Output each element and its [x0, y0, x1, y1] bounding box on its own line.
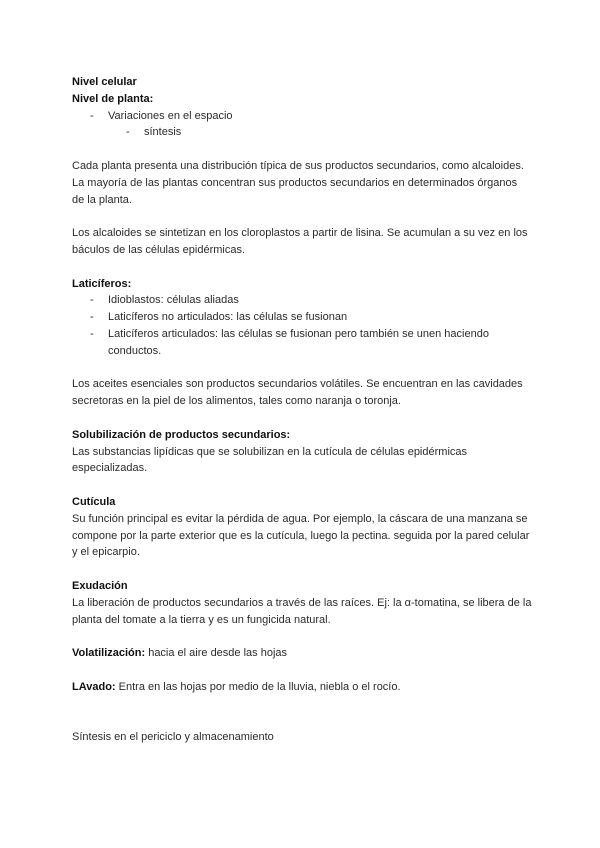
volatilizacion-label: Volatilización: [72, 647, 146, 660]
paragraph-lavado [72, 679, 532, 696]
list-item [72, 326, 532, 360]
dash: - [90, 311, 94, 324]
heading-nivel-celular: Nivel celular [72, 76, 137, 88]
lavado-text: Entra en las hojas por medio de la lluvia, niebla o el rocío. [115, 680, 401, 693]
paragraph: Los alcaloides se sintetizan en los cloroplastos a partir de lisina. Se acumulan a su vez en los báculos de las células epidérmicas. [72, 227, 528, 256]
paragraph: Cada planta presenta una distribución típica de sus productos secundarios, como alcaloides. [72, 159, 524, 172]
list-item [72, 108, 532, 125]
dash: - [90, 294, 94, 307]
paragraph: Su función principal es evitar la pérdida de agua. Por ejemplo, la cáscara de una manzana se compone por la parte exterior que es la cutícula, luego la pectina. seguida por la pared celular y el epicarpio. [72, 512, 530, 559]
paragraph: Los aceites esenciales son productos secundarios volátiles. Se encuentran en las cavidades secretoras en la piel de los alimentos, tales como naranja o toronja. [72, 378, 523, 408]
paragraph-volatilizacion [72, 645, 532, 662]
list-item-text: síntesis [144, 126, 182, 139]
list-item [72, 309, 532, 326]
list-item [72, 292, 532, 309]
heading-cuticula: Cutícula [72, 495, 116, 508]
list-item-text: Laticíferos no articulados: las células se fusionan [108, 311, 348, 324]
laticiferos-list [72, 292, 532, 359]
paragraph: Las substancias lipídicas que se solubilizan en la cutícula de células epidérmicas especializadas. [72, 445, 468, 475]
document-page [72, 74, 532, 746]
paragraph: La liberación de productos secundarios a través de las raíces. Ej: la α-tomatina, se libera de la planta del tomate a la tierra y es un fungicida natural. [72, 596, 532, 626]
heading-exudacion: Exudación [72, 579, 128, 592]
dash: - [90, 327, 94, 340]
list-item [72, 124, 532, 141]
list-item-text: Laticíferos articulados: las células se fusionan pero también se unen haciendo conductos. [108, 327, 489, 357]
dash: - [126, 126, 130, 139]
paragraph: La mayoría de las plantas concentran sus productos secundarios en determinados órganos de la planta. [72, 176, 518, 206]
lavado-label: LAvado: [72, 680, 116, 693]
list-item-text: Variaciones en el espacio [108, 109, 233, 122]
heading-nivel-planta: Nivel de planta: [72, 92, 154, 105]
volatilizacion-text: hacia el aire desde las hojas [145, 647, 288, 660]
dash: - [90, 109, 94, 122]
paragraph: Síntesis en el periciclo y almacenamiento [72, 731, 274, 744]
heading-solubilizacion: Solubilización de productos secundarios: [72, 428, 291, 441]
planta-list [72, 108, 532, 142]
heading-laticiferos: Laticíferos: [72, 277, 132, 290]
list-item-text: Idioblastos: células aliadas [108, 294, 239, 307]
